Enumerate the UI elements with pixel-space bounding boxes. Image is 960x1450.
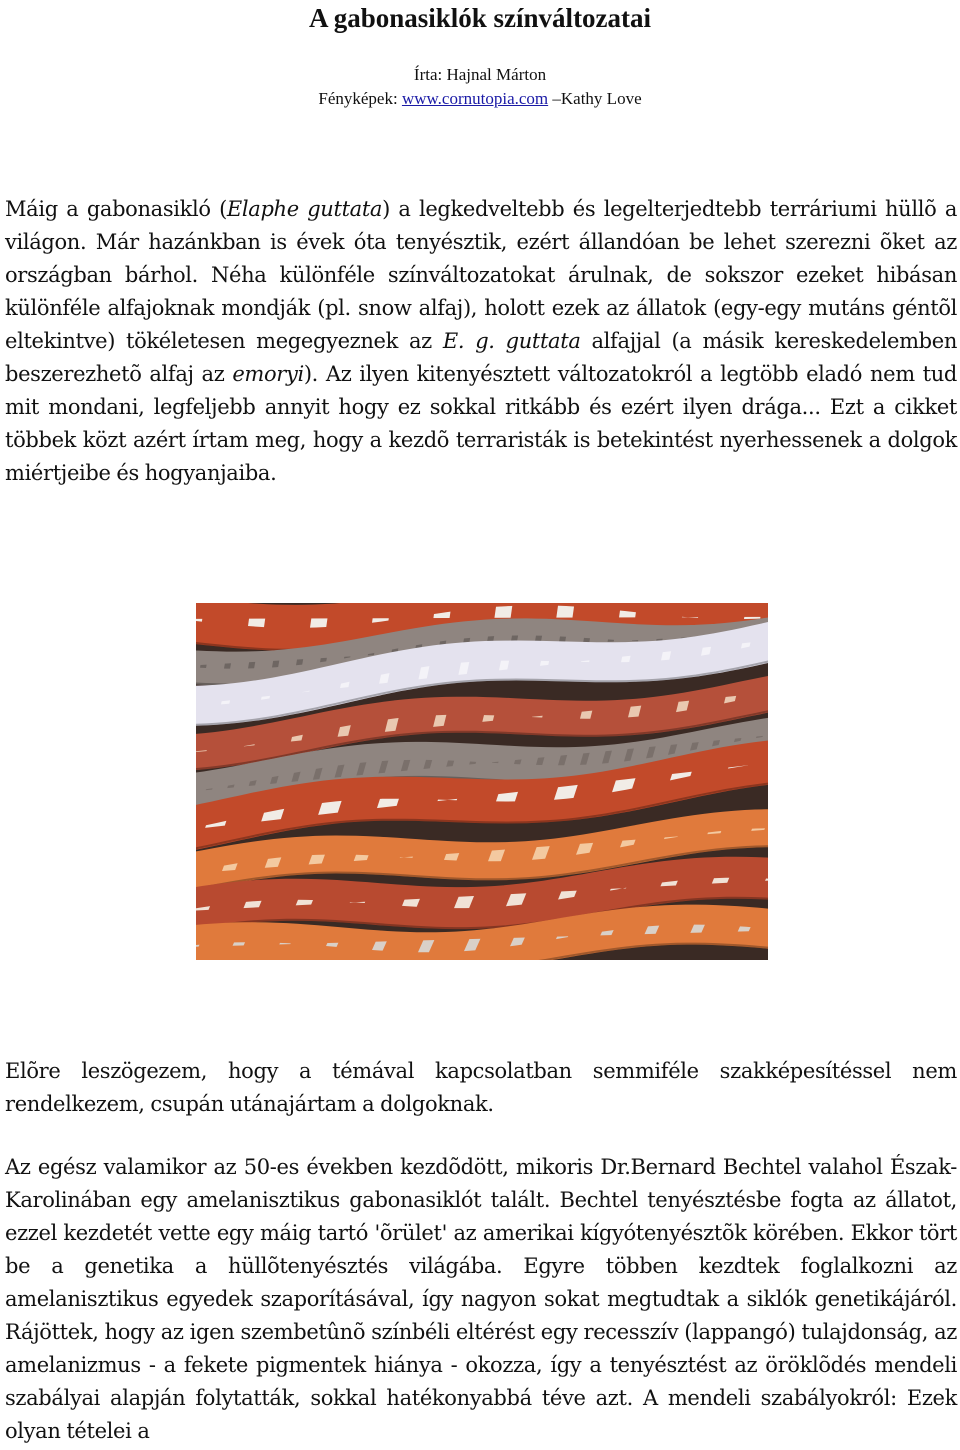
species-name: Elaphe guttata xyxy=(226,197,383,221)
intro-paragraph xyxy=(5,193,957,490)
author-line: Írta: Hajnal Márton xyxy=(413,65,547,84)
disclaimer-paragraph: Elõre leszögezem, hogy a témával kapcsolatban semmiféle szakképesítéssel nem rendelkezem, csupán utánajártam a dolgoknak. xyxy=(5,1059,957,1116)
intro-text-4: ). Az ilyen kitenyésztett változatokról a legtöbb eladó nem tud mit mondani, legfeljebb annyit hogy ez sokkal ritkább és ezért ilyen drága... Ezt a cikket többek közt azért írtam meg, hogy a kezdõ terraristák is betekintést nyerhessenek a dolgok miértjeibe és hogyanjaiba. xyxy=(5,362,958,485)
history-paragraph: Az egész valamikor az 50-es években kezdõdött, mikoris Dr.Bernard Bechtel valahol Észak-Karolinában egy amelanisztikus gabonasiklót talált. Bechtel tenyésztésbe fogta az állatot, ezzel kezdetét vette egy máig tartó 'õrület' az amerikai kígyótenyésztõk körében. Ekkor tört be a genetika a hüllõtenyésztés világába. Egyre többen kezdtek foglalkozni az amelanisztikus egyedek szaporításával, így nagyon sokat megtudtak a siklók genetikájáról. Rájöttek, hogy az igen szembetûnõ színbéli eltérést egy recesszív (lappangó) tulajdonság, az amelanizmus - a fekete pigmentek hiánya - okozza, így a tenyésztést az öröklõdés mendeli szabályai alapján folytatták, sokkal hatékonyabbá téve azt. A mendeli szabályokról: Ezek olyan tételei a xyxy=(5,1155,957,1443)
photo-credit-suffix: –Kathy Love xyxy=(548,89,642,108)
intro-text-1: Máig a gabonasikló ( xyxy=(5,197,227,221)
intro-text-2: ) a legkedveltebb és legelterjedtebb terráriumi hüllõ a világon. Már hazánkban is évek óta tenyésztik, ezért állandóan be lehet szerezni õket az országban bárhol. Néha különféle színváltozatokat árulnak, de sokszor ezeket hibásan különféle alfajoknak mondják (pl. snow alfaj), holott ezek az állatok (egy-egy mutáns géntõl eltekintve) tökéletesen megegyeznek az xyxy=(5,197,957,353)
photo-credit-link[interactable]: www.cornutopia.com xyxy=(401,89,549,108)
corn-snakes-photo xyxy=(196,603,768,960)
document-title: A gabonasiklók színváltozatai xyxy=(308,3,652,33)
emoryi-name: emoryi xyxy=(232,362,304,386)
corn-snakes-illustration xyxy=(196,603,768,960)
subspecies-name: E. g. guttata xyxy=(442,329,581,353)
intro-text-3: alfajjal (a másik kereskedelemben beszerezhetõ alfaj az xyxy=(5,329,957,386)
photo-credit-line xyxy=(0,88,960,110)
photo-credit-prefix: Fényképek: xyxy=(318,89,402,108)
